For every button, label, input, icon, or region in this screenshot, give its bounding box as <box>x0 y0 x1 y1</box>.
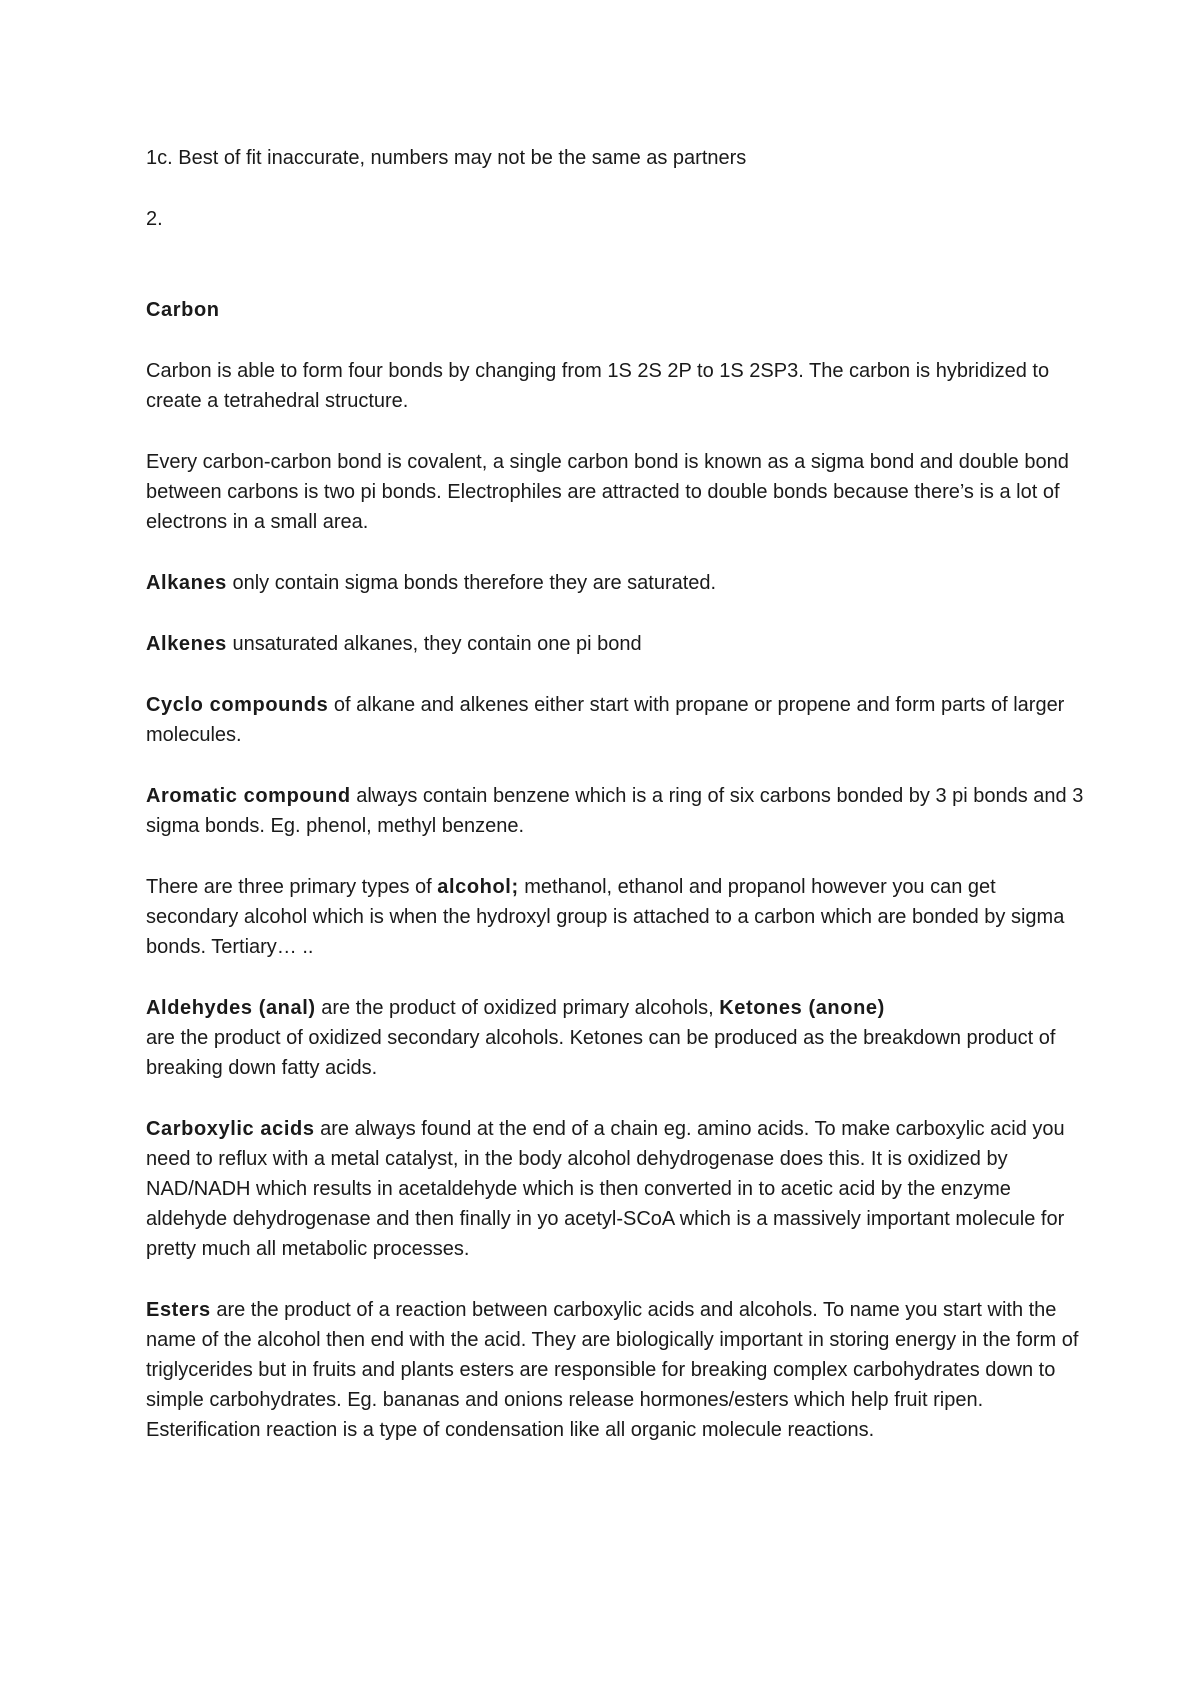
carbon-paragraph: Carbon is able to form four bonds by changing from 1S 2S 2P to 1S 2SP3. The carbon is hybridized to create a tetrahedral structure. <box>146 360 1050 412</box>
alkenes-text: unsaturated alkanes, they contain one pi bond <box>226 633 642 655</box>
aldehydes-term: Aldehydes (anal) <box>146 997 316 1019</box>
alkanes-term: Alkanes <box>146 572 227 594</box>
esters-term: Esters <box>146 1299 211 1321</box>
cyclo-text: of alkane and alkenes either start with propane or propene and form parts of larger molecules. <box>146 694 1065 746</box>
esters-paragraph <box>146 1295 1086 1445</box>
aromatic-term: Aromatic compound <box>146 785 351 807</box>
cyclo-term: Cyclo compounds <box>146 694 329 716</box>
item-number-2: 2. <box>146 208 163 230</box>
ketones-text: are the product of oxidized secondary alcohols. Ketones can be produced as the breakdown product of breaking down fatty acids. <box>146 1027 1056 1079</box>
alcohol-paragraph <box>146 872 1086 962</box>
aldehydes-paragraph <box>146 993 1086 1083</box>
alcohol-term: alcohol; <box>437 876 519 898</box>
carboxylic-text: are always found at the end of a chain eg. amino acids. To make carboxylic acid you need to reflux with a metal catalyst, in the body alcohol dehydrogenase does this. It is oxidized by NAD/NADH which results in acetaldehyde which is then converted in to acetic acid by the enzyme aldehyde dehydrogenase and then finally in yo acetyl-SCoA which is a massively important molecule for pretty much all metabolic processes. <box>146 1118 1065 1260</box>
alkanes-paragraph <box>146 568 1086 598</box>
alcohol-text-after: methanol, ethanol and propanol however you can get secondary alcohol which is when the hydroxyl group is attached to a carbon which are bonded by sigma bonds. Tertiary… .. <box>146 876 1065 958</box>
carboxylic-term: Carboxylic acids <box>146 1118 315 1140</box>
aromatic-text: always contain benzene which is a ring of six carbons bonded by 3 pi bonds and 3 sigma bonds. Eg. phenol, methyl benzene. <box>146 785 1084 837</box>
alkanes-text: only contain sigma bonds therefore they are saturated. <box>226 572 717 594</box>
alkenes-paragraph <box>146 629 1086 659</box>
note-1c: 1c. Best of fit inaccurate, numbers may not be the same as partners <box>146 147 747 169</box>
ketones-term: Ketones (anone) <box>719 997 885 1019</box>
carboxylic-paragraph <box>146 1114 1086 1264</box>
bond-paragraph: Every carbon-carbon bond is covalent, a single carbon bond is known as a sigma bond and double bond between carbons is two pi bonds. Electrophiles are attracted to double bonds because there’s is a lot of electrons in a small area. <box>146 451 1069 533</box>
alkenes-term: Alkenes <box>146 633 227 655</box>
esters-text: are the product of a reaction between carboxylic acids and alcohols. To name you start with the name of the alcohol then end with the acid. They are biologically important in storing energy in the form of triglycerides but in fruits and plants esters are responsible for breaking complex carbohydrates down to simple carbohydrates. Eg. bananas and onions release hormones/esters which help fruit ripen. Esterification reaction is a type of condensation like all organic molecule reactions. <box>146 1299 1079 1441</box>
alcohol-text-before: There are three primary types of <box>146 876 438 898</box>
document-body <box>146 143 1086 1476</box>
section-heading-carbon: Carbon <box>146 299 220 321</box>
aldehydes-text: are the product of oxidized primary alcohols, <box>315 997 720 1019</box>
aromatic-paragraph <box>146 781 1086 841</box>
cyclo-paragraph <box>146 690 1086 750</box>
